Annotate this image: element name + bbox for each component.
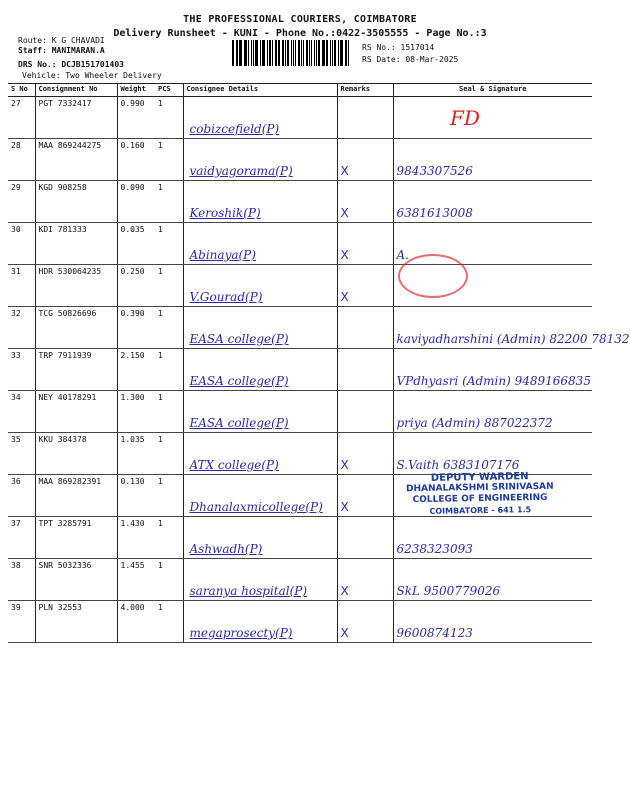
remark-mark: X <box>340 290 349 304</box>
cell-sno: 38 <box>8 559 35 601</box>
col-signature: Seal & Signature <box>393 84 592 97</box>
cell-consignee <box>183 139 337 181</box>
col-consignment: Consignment No <box>35 84 117 97</box>
cell-consignee <box>183 307 337 349</box>
cell-signature <box>393 601 592 643</box>
signature-text: VPdhyasri (Admin) 9489166835 <box>396 374 591 388</box>
table-row <box>8 601 592 643</box>
cell-consignee <box>183 265 337 307</box>
cell-sno: 36 <box>8 475 35 517</box>
consignee-handwritten: EASA college(P) <box>189 416 289 430</box>
cell-sno: 33 <box>8 349 35 391</box>
cell-consignment: MAA 869244275 <box>35 139 117 181</box>
col-sno: S No <box>8 84 35 97</box>
cell-signature <box>393 97 592 139</box>
col-pcs: PCS <box>155 84 183 97</box>
cell-sno: 32 <box>8 307 35 349</box>
consignee-handwritten: Abinaya(P) <box>189 248 256 262</box>
cell-weight: 2.150 <box>117 349 155 391</box>
staff-label: Staff: MANIMARAN.A <box>18 46 105 55</box>
cell-pcs: 1 <box>155 139 183 181</box>
cell-signature <box>393 517 592 559</box>
signature-text: S.Vaith 6383107176 <box>396 458 520 472</box>
signature-text: A. <box>396 248 409 262</box>
remark-mark: X <box>340 500 349 514</box>
cell-consignee <box>183 601 337 643</box>
cell-consignment: TPT 3285791 <box>35 517 117 559</box>
consignee-handwritten: megaprosecty(P) <box>189 626 293 640</box>
cell-pcs: 1 <box>155 265 183 307</box>
cell-remarks <box>337 433 393 475</box>
cell-consignee <box>183 181 337 223</box>
cell-weight: 1.455 <box>117 559 155 601</box>
cell-weight: 0.250 <box>117 265 155 307</box>
cell-pcs: 1 <box>155 223 183 265</box>
signature-text: 6381613008 <box>396 206 473 220</box>
cell-sno: 39 <box>8 601 35 643</box>
cell-sno: 27 <box>8 97 35 139</box>
stamp-line: COIMBATORE - 641 1.5 <box>429 505 532 516</box>
cell-consignment: KDI 781333 <box>35 223 117 265</box>
signature-text: 6238323093 <box>396 542 473 556</box>
cell-weight: 0.130 <box>117 475 155 517</box>
consignee-handwritten: Keroshik(P) <box>189 206 261 220</box>
cell-weight: 0.090 <box>117 181 155 223</box>
cell-weight: 0.390 <box>117 307 155 349</box>
cell-remarks <box>337 139 393 181</box>
cell-pcs: 1 <box>155 307 183 349</box>
cell-signature <box>393 433 592 475</box>
consignee-handwritten: Ashwadh(P) <box>189 542 263 556</box>
stamp-line: DEPUTY WARDEN <box>430 471 529 484</box>
cell-weight: 0.990 <box>117 97 155 139</box>
cell-signature <box>393 181 592 223</box>
cell-signature <box>393 139 592 181</box>
cell-remarks <box>337 307 393 349</box>
consignee-handwritten: vaidyagorama(P) <box>189 164 293 178</box>
cell-remarks <box>337 517 393 559</box>
table-row <box>8 433 592 475</box>
rs-date: RS Date: 08-Mar-2025 <box>362 55 459 64</box>
signature-text: 9600874123 <box>396 626 473 640</box>
red-seal-stamp <box>398 254 468 298</box>
table-row <box>8 97 592 139</box>
remark-mark: X <box>340 458 349 472</box>
consignee-handwritten: saranya hospital(P) <box>189 584 308 598</box>
cell-pcs: 1 <box>155 601 183 643</box>
consignee-handwritten: EASA college(P) <box>189 332 289 346</box>
cell-pcs: 1 <box>155 517 183 559</box>
table-row <box>8 517 592 559</box>
cell-remarks <box>337 349 393 391</box>
cell-pcs: 1 <box>155 391 183 433</box>
stamp-line: DHANALAKSHMI SRINIVASAN <box>406 481 554 495</box>
cell-pcs: 1 <box>155 559 183 601</box>
cell-consignment: KKU 384378 <box>35 433 117 475</box>
cell-consignment: PGT 7332417 <box>35 97 117 139</box>
cell-consignee <box>183 97 337 139</box>
cell-signature <box>393 349 592 391</box>
fd-handwritten-mark: FD <box>450 106 480 130</box>
cell-sno: 37 <box>8 517 35 559</box>
cell-pcs: 1 <box>155 181 183 223</box>
remark-mark: X <box>340 248 349 262</box>
cell-signature <box>393 391 592 433</box>
barcode <box>232 40 350 66</box>
cell-consignee <box>183 223 337 265</box>
table-row <box>8 391 592 433</box>
cell-weight: 1.035 <box>117 433 155 475</box>
signature-text: kaviyadharshini (Admin) 82200 78132 <box>396 332 630 346</box>
cell-consignment: HDR 530064235 <box>35 265 117 307</box>
drs-label: DRS No.: DCJB151701403 <box>18 60 124 69</box>
cell-consignment: KGD 908258 <box>35 181 117 223</box>
cell-sno: 29 <box>8 181 35 223</box>
cell-pcs: 1 <box>155 433 183 475</box>
cell-pcs: 1 <box>155 97 183 139</box>
deputy-warden-stamp <box>382 470 579 517</box>
col-remarks: Remarks <box>337 84 393 97</box>
consignee-handwritten: cobizcefield(P) <box>189 122 280 136</box>
remark-mark: X <box>340 584 349 598</box>
cell-remarks <box>337 559 393 601</box>
consignee-handwritten: EASA college(P) <box>189 374 289 388</box>
table-row <box>8 265 592 307</box>
cell-weight: 0.035 <box>117 223 155 265</box>
col-weight: Weight <box>117 84 155 97</box>
remark-mark: X <box>340 626 349 640</box>
cell-remarks <box>337 223 393 265</box>
cell-consignment: SNR 5032336 <box>35 559 117 601</box>
signature-text: SkL 9500779026 <box>396 584 501 598</box>
cell-sno: 30 <box>8 223 35 265</box>
cell-consignee <box>183 433 337 475</box>
signature-text: priya (Admin) 887022372 <box>396 416 553 430</box>
cell-sno: 28 <box>8 139 35 181</box>
cell-consignment: PLN 32553 <box>35 601 117 643</box>
cell-remarks <box>337 181 393 223</box>
cell-consignment: TCG 50826696 <box>35 307 117 349</box>
cell-remarks <box>337 265 393 307</box>
signature-text: 9843307526 <box>396 164 473 178</box>
cell-weight: 0.160 <box>117 139 155 181</box>
cell-consignment: TRP 7911939 <box>35 349 117 391</box>
cell-remarks <box>337 97 393 139</box>
cell-consignment: NEY 40178291 <box>35 391 117 433</box>
table-header-row <box>8 84 592 97</box>
runsheet-table <box>8 83 630 643</box>
table-row <box>8 559 592 601</box>
cell-weight: 1.300 <box>117 391 155 433</box>
cell-consignee <box>183 475 337 517</box>
table-row <box>8 181 592 223</box>
cell-weight: 1.430 <box>117 517 155 559</box>
cell-consignee <box>183 517 337 559</box>
route-label: Route: K G CHAVADI <box>18 36 105 45</box>
cell-weight: 4.000 <box>117 601 155 643</box>
runsheet-subtitle: Delivery Runsheet - KUNI - Phone No.:0422-3505555 - Page No.:3 <box>113 28 487 39</box>
company-title: THE PROFESSIONAL COURIERS, COIMBATORE <box>183 14 417 25</box>
remark-mark: X <box>340 164 349 178</box>
cell-remarks <box>337 391 393 433</box>
cell-sno: 34 <box>8 391 35 433</box>
cell-sno: 31 <box>8 265 35 307</box>
remark-mark: X <box>340 206 349 220</box>
consignee-handwritten: Dhanalaxmicollege(P) <box>189 500 323 514</box>
table-row <box>8 307 592 349</box>
cell-consignee <box>183 391 337 433</box>
table-row <box>8 223 592 265</box>
cell-signature <box>393 559 592 601</box>
cell-pcs: 1 <box>155 475 183 517</box>
col-consignee: Consignee Details <box>183 84 337 97</box>
consignee-handwritten: ATX college(P) <box>189 458 279 472</box>
cell-signature <box>393 307 630 349</box>
cell-consignee <box>183 559 337 601</box>
cell-consignment: MAA 869282391 <box>35 475 117 517</box>
cell-remarks <box>337 601 393 643</box>
rs-number: RS No.: 1517014 <box>362 43 435 52</box>
vehicle-label: Vehicle: Two Wheeler Delivery <box>22 71 162 80</box>
stamp-line: COLLEGE OF ENGINEERING <box>412 492 548 506</box>
cell-consignee <box>183 349 337 391</box>
table-row <box>8 139 592 181</box>
consignee-handwritten: V.Gourad(P) <box>189 290 263 304</box>
cell-pcs: 1 <box>155 349 183 391</box>
cell-sno: 35 <box>8 433 35 475</box>
table-row <box>8 349 592 391</box>
